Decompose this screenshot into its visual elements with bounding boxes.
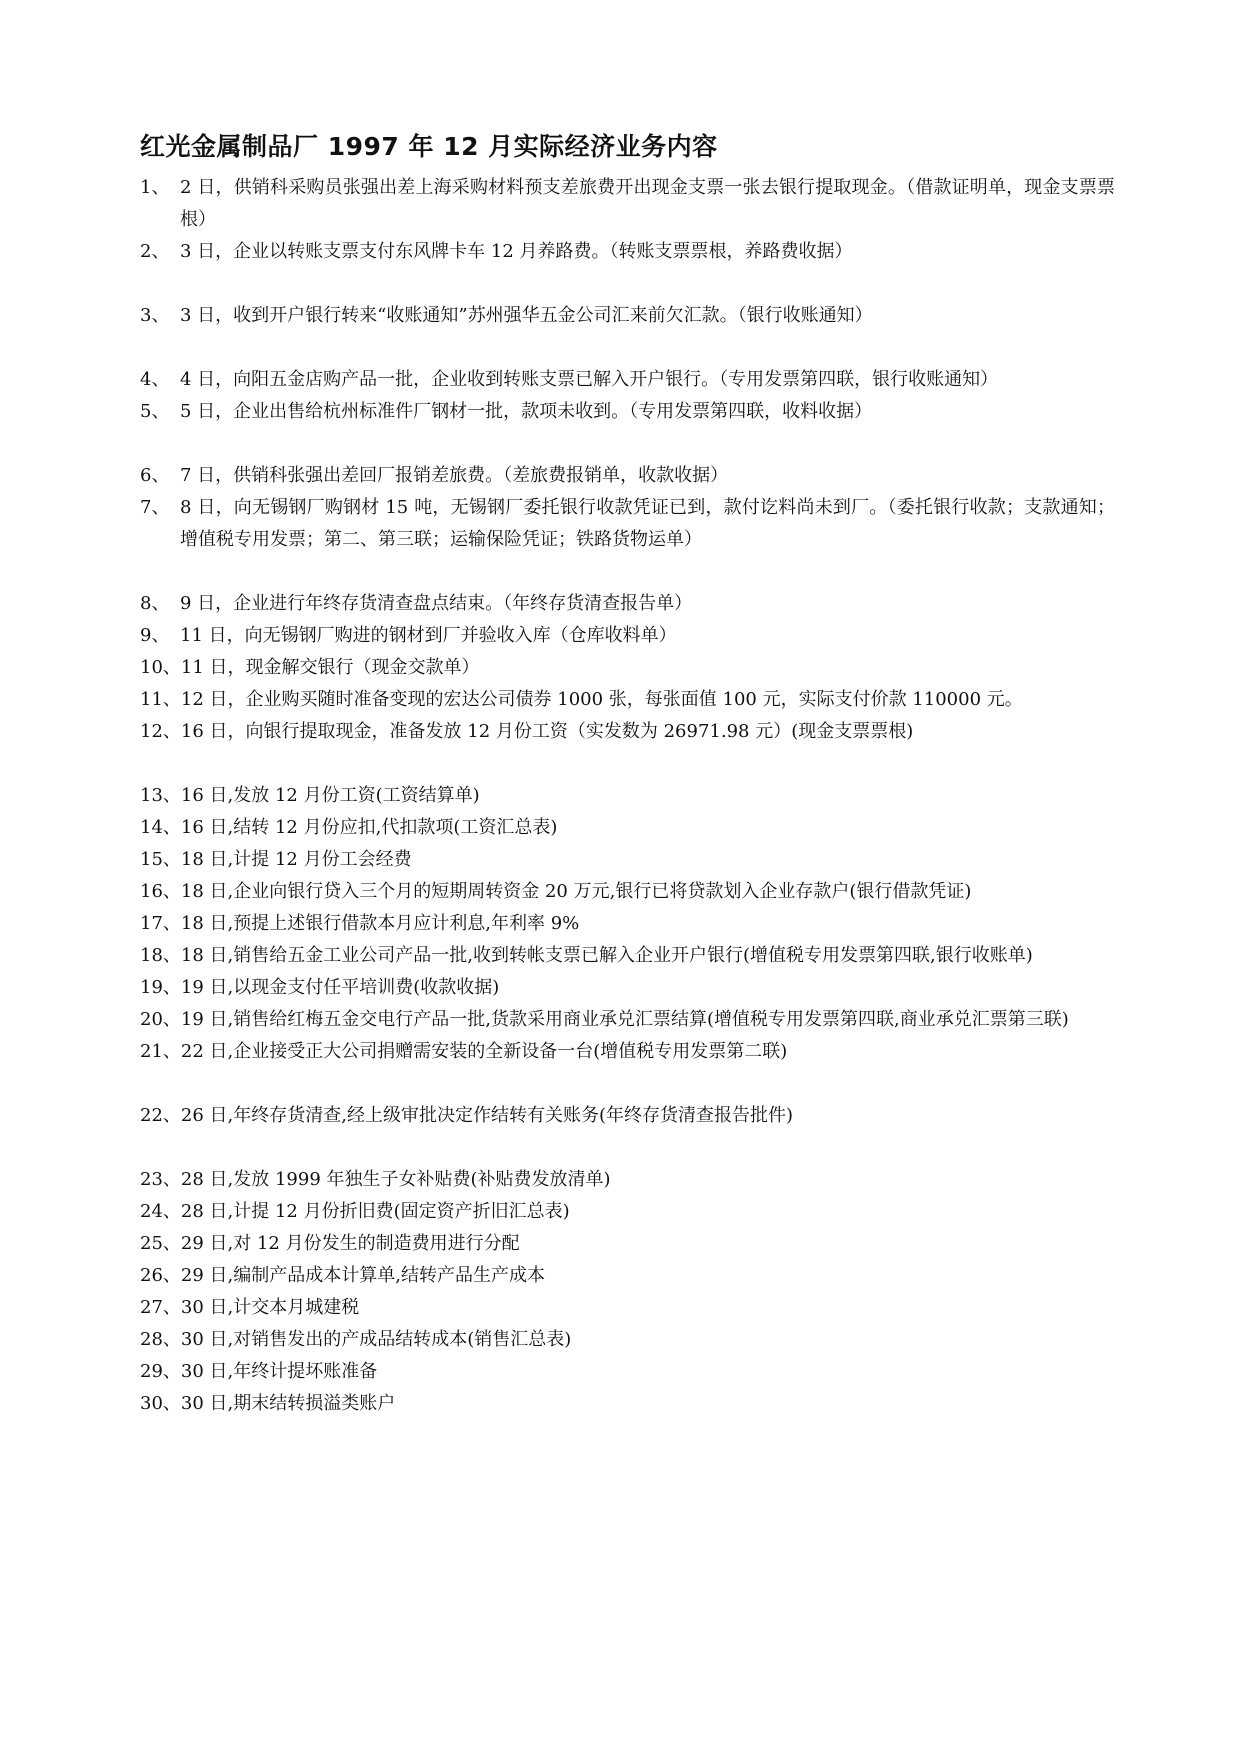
business-item bbox=[140, 1004, 1115, 1036]
item-text: 18 日,计提 12 月份工会经费 bbox=[180, 849, 412, 870]
item-number: 10、 bbox=[140, 657, 181, 678]
business-item bbox=[140, 396, 1115, 428]
item-number: 6、 bbox=[140, 465, 170, 486]
item-text: 11 日，现金解交银行（现金交款单） bbox=[180, 657, 480, 678]
business-item bbox=[140, 940, 1115, 972]
business-item bbox=[140, 684, 1115, 716]
item-text: 16 日,发放 12 月份工资(工资结算单) bbox=[180, 785, 480, 806]
item-number: 29、 bbox=[140, 1361, 181, 1382]
item-text: 8 日，向无锡钢厂购钢材 15 吨，无锡钢厂委托银行收款凭证已到，款付讫料尚未到厂。（委托银行收款；支款通知；增值税专用发票；第二、第三联；运输保险凭证；铁路货物运单） bbox=[180, 497, 1115, 550]
item-text: 18 日,企业向银行贷入三个月的短期周转资金 20 万元,银行已将贷款划入企业存款户(银行借款凭证) bbox=[180, 881, 972, 902]
business-item bbox=[140, 908, 1115, 940]
item-text: 19 日,以现金支付任平培训费(收款收据) bbox=[180, 977, 500, 998]
item-text: 16 日,结转 12 月份应扣,代扣款项(工资汇总表) bbox=[180, 817, 558, 838]
item-number: 19、 bbox=[140, 977, 181, 998]
business-item bbox=[140, 460, 1115, 492]
item-number: 25、 bbox=[140, 1233, 181, 1254]
item-number: 23、 bbox=[140, 1169, 181, 1190]
business-item bbox=[140, 620, 1115, 652]
item-text: 30 日,计交本月城建税 bbox=[180, 1297, 360, 1318]
document-page bbox=[140, 130, 1115, 1420]
item-number: 3、 bbox=[140, 305, 170, 326]
item-text: 18 日,销售给五金工业公司产品一批,收到转帐支票已解入企业开户银行(增值税专用发票第四联,银行收账单) bbox=[180, 945, 1033, 966]
item-number: 21、 bbox=[140, 1041, 181, 1062]
item-text: 7 日，供销科张强出差回厂报销差旅费。（差旅费报销单，收款收据） bbox=[180, 465, 729, 486]
business-item bbox=[140, 1292, 1115, 1324]
business-item bbox=[140, 1164, 1115, 1196]
item-number: 16、 bbox=[140, 881, 181, 902]
item-number: 9、 bbox=[140, 625, 170, 646]
item-number: 24、 bbox=[140, 1201, 181, 1222]
item-text: 16 日，向银行提取现金，准备发放 12 月份工资（实发数为 26971.98 元）(现金支票票根) bbox=[180, 721, 914, 742]
item-text: 28 日,发放 1999 年独生子女补贴费(补贴费发放清单) bbox=[180, 1169, 611, 1190]
business-item bbox=[140, 172, 1115, 236]
item-number: 13、 bbox=[140, 785, 181, 806]
item-number: 20、 bbox=[140, 1009, 181, 1030]
item-number: 30、 bbox=[140, 1393, 181, 1414]
business-item bbox=[140, 1196, 1115, 1228]
business-item-list bbox=[140, 172, 1115, 1420]
item-text: 30 日,年终计提坏账准备 bbox=[180, 1361, 378, 1382]
business-item bbox=[140, 1324, 1115, 1356]
business-item bbox=[140, 972, 1115, 1004]
item-number: 7、 bbox=[140, 497, 170, 518]
item-text: 18 日,预提上述银行借款本月应计利息,年利率 9% bbox=[180, 913, 580, 934]
item-number: 5、 bbox=[140, 401, 170, 422]
business-item bbox=[140, 1356, 1115, 1388]
item-number: 18、 bbox=[140, 945, 181, 966]
item-text: 3 日，收到开户银行转来“收账通知”苏州强华五金公司汇来前欠汇款。（银行收账通知） bbox=[180, 305, 873, 326]
item-text: 26 日,年终存货清查,经上级审批决定作结转有关账务(年终存货清查报告批件) bbox=[180, 1105, 794, 1126]
business-item bbox=[140, 780, 1115, 812]
item-number: 28、 bbox=[140, 1329, 181, 1350]
business-item bbox=[140, 1036, 1115, 1068]
item-number: 17、 bbox=[140, 913, 181, 934]
item-text: 30 日,期末结转损溢类账户 bbox=[180, 1393, 396, 1414]
business-item bbox=[140, 1100, 1115, 1132]
business-item bbox=[140, 1228, 1115, 1260]
item-text: 29 日,对 12 月份发生的制造费用进行分配 bbox=[180, 1233, 520, 1254]
item-text: 22 日,企业接受正大公司捐赠需安装的全新设备一台(增值税专用发票第二联) bbox=[180, 1041, 788, 1062]
item-number: 14、 bbox=[140, 817, 181, 838]
item-number: 2、 bbox=[140, 241, 170, 262]
business-item bbox=[140, 716, 1115, 748]
item-text: 29 日,编制产品成本计算单,结转产品生产成本 bbox=[180, 1265, 545, 1286]
item-text: 3 日，企业以转账支票支付东风牌卡车 12 月养路费。（转账支票票根，养路费收据） bbox=[180, 241, 853, 262]
item-number: 22、 bbox=[140, 1105, 181, 1126]
item-number: 12、 bbox=[140, 721, 181, 742]
item-number: 26、 bbox=[140, 1265, 181, 1286]
item-text: 9 日，企业进行年终存货清查盘点结束。（年终存货清查报告单） bbox=[180, 593, 693, 614]
item-number: 8、 bbox=[140, 593, 170, 614]
document-title: 红光金属制品厂 1997 年 12 月实际经济业务内容 bbox=[140, 132, 718, 161]
item-text: 5 日，企业出售给杭州标准件厂钢材一批，款项未收到。（专用发票第四联，收料收据） bbox=[180, 401, 873, 422]
business-item bbox=[140, 1260, 1115, 1292]
business-item bbox=[140, 492, 1115, 556]
business-item bbox=[140, 364, 1115, 396]
item-text: 28 日,计提 12 月份折旧费(固定资产折旧汇总表) bbox=[180, 1201, 570, 1222]
item-text: 19 日,销售给红梅五金交电行产品一批,货款采用商业承兑汇票结算(增值税专用发票第四联,商业承兑汇票第三联) bbox=[180, 1009, 1069, 1030]
business-item bbox=[140, 1388, 1115, 1420]
item-text: 30 日,对销售发出的产成品结转成本(销售汇总表) bbox=[180, 1329, 572, 1350]
business-item bbox=[140, 588, 1115, 620]
item-number: 27、 bbox=[140, 1297, 181, 1318]
business-item bbox=[140, 844, 1115, 876]
business-item bbox=[140, 300, 1115, 332]
item-number: 1、 bbox=[140, 177, 170, 198]
business-item bbox=[140, 812, 1115, 844]
item-text: 2 日，供销科采购员张强出差上海采购材料预支差旅费开出现金支票一张去银行提取现金。（借款证明单，现金支票票根） bbox=[180, 177, 1115, 230]
item-text: 12 日，企业购买随时准备变现的宏达公司债券 1000 张，每张面值 100 元，实际支付价款 110000 元。 bbox=[180, 689, 1023, 710]
item-text: 11 日，向无锡钢厂购进的钢材到厂并验收入库（仓库收料单） bbox=[180, 625, 677, 646]
business-item bbox=[140, 876, 1115, 908]
item-number: 15、 bbox=[140, 849, 181, 870]
item-number: 4、 bbox=[140, 369, 170, 390]
business-item bbox=[140, 652, 1115, 684]
item-number: 11、 bbox=[140, 689, 181, 710]
item-text: 4 日，向阳五金店购产品一批，企业收到转账支票已解入开户银行。（专用发票第四联，银行收账通知） bbox=[180, 369, 999, 390]
business-item bbox=[140, 236, 1115, 268]
